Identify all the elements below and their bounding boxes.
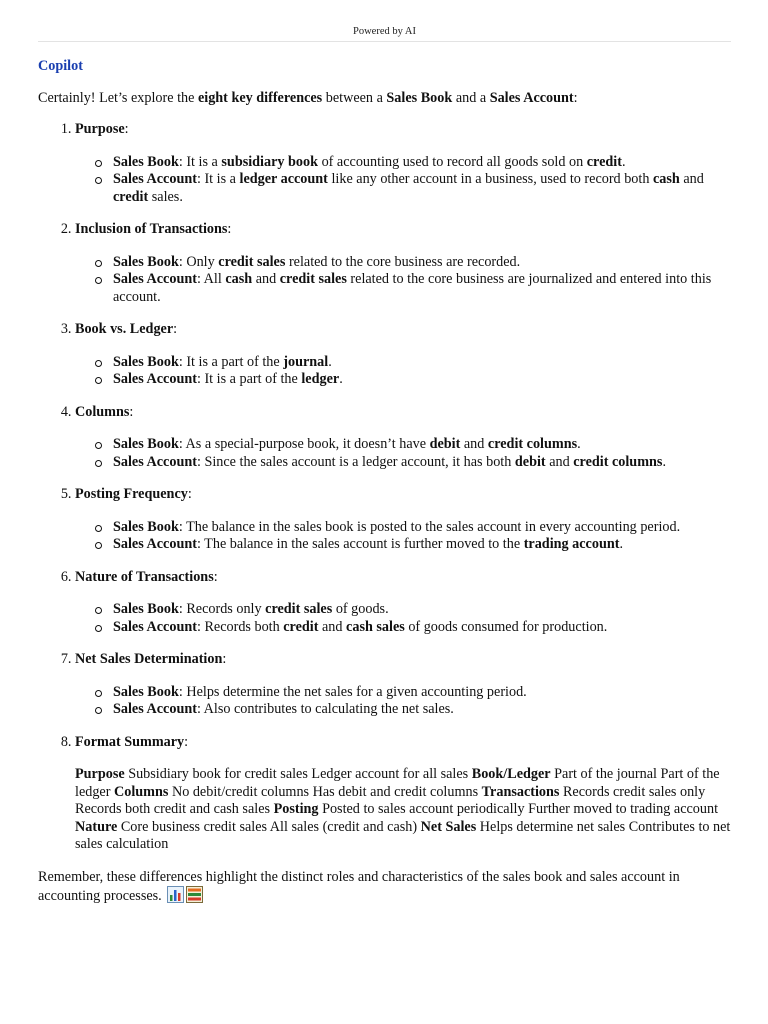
difference-item xyxy=(75,221,732,306)
bold-text: Sales Account xyxy=(113,536,197,552)
difference-title xyxy=(75,404,732,422)
text-run: . xyxy=(662,453,666,470)
comparison-points xyxy=(75,354,732,389)
bold-text: ledger xyxy=(301,371,340,387)
comparison-point xyxy=(113,436,732,454)
difference-item xyxy=(75,321,732,389)
text-run: . xyxy=(621,153,626,170)
comparison-point xyxy=(113,519,732,537)
difference-title-text: Format Summary xyxy=(75,733,185,750)
text-run: sales. xyxy=(148,188,183,205)
title-colon: : xyxy=(129,403,134,420)
title-colon: : xyxy=(187,486,192,502)
text-run: : Also contributes to calculating the net sales. xyxy=(196,701,454,717)
title-colon: : xyxy=(184,733,189,750)
bold-text: Sales Book xyxy=(113,353,179,370)
text-run: . xyxy=(577,436,581,452)
bold-text: Sales Book xyxy=(113,601,179,617)
comparison-point xyxy=(113,684,732,702)
bold-text: credit columns xyxy=(487,436,578,452)
brand-title: Copilot xyxy=(38,58,83,74)
bold-text: trading account xyxy=(523,536,620,552)
text-run: . xyxy=(339,371,343,387)
bold-text: credit xyxy=(283,618,319,635)
bold-text: subsidiary book xyxy=(221,153,319,170)
text-run: : As a special-purpose book, it doesn’t have xyxy=(178,436,430,452)
title-colon: : xyxy=(124,121,129,137)
response-content xyxy=(38,58,732,909)
bold-text: credit columns xyxy=(573,453,663,470)
intro-text: and a xyxy=(452,89,490,106)
comparison-point xyxy=(113,619,732,637)
bold-text: ledger account xyxy=(239,171,328,187)
text-run: : The balance in the sales account is further moved to the xyxy=(196,536,524,552)
text-run: Part of the journal Part of the ledger xyxy=(75,766,720,800)
ledger-icon xyxy=(186,886,203,909)
difference-item xyxy=(75,486,732,554)
bold-text: debit xyxy=(514,453,546,470)
bold-text: Sales Account xyxy=(113,271,197,287)
text-run: : Since the sales account is a ledger account, it has both xyxy=(196,453,515,470)
comparison-point xyxy=(113,254,732,272)
bold-text: Sales Book xyxy=(113,253,179,270)
bold-text: Sales Book xyxy=(113,153,179,170)
bold-text: Sales Account xyxy=(113,171,197,187)
text-run: and xyxy=(252,271,280,287)
bold-text: credit sales xyxy=(265,601,333,617)
bold-text: journal xyxy=(283,353,329,370)
bold-text: Sales Account xyxy=(113,453,197,470)
text-run: : It is a part of the xyxy=(196,371,302,387)
difference-title xyxy=(75,651,732,669)
bar-chart-icon xyxy=(167,886,184,909)
text-run: : Records only xyxy=(178,601,266,617)
comparison-point xyxy=(113,154,732,172)
text-run: Subsidiary book for credit sales Ledger account for all sales xyxy=(124,766,472,782)
text-run: : All xyxy=(196,271,226,287)
difference-title xyxy=(75,321,732,339)
difference-item xyxy=(75,569,732,637)
bold-text: Sales Account xyxy=(113,371,197,387)
text-run: and xyxy=(679,171,704,187)
bold-text: Purpose xyxy=(75,766,125,782)
bold-text: Transactions xyxy=(481,783,560,800)
difference-title-text: Nature of Transactions xyxy=(75,568,214,585)
text-run: like any other account in a business, used to record both xyxy=(327,171,653,187)
text-run: . xyxy=(619,536,623,552)
difference-item xyxy=(75,404,732,472)
bold-text: Net Sales xyxy=(420,818,477,835)
text-run: of accounting used to record all goods sold on xyxy=(318,153,587,170)
text-run: No debit/credit columns Has debit and credit columns xyxy=(168,783,482,800)
comparison-points xyxy=(75,519,732,554)
intro-bold: Sales Book xyxy=(386,89,453,106)
text-run: : Records both xyxy=(196,618,284,635)
difference-title-text: Inclusion of Transactions xyxy=(75,221,228,237)
bold-text: debit xyxy=(429,436,461,452)
text-run: : It is a xyxy=(196,171,240,187)
comparison-point xyxy=(113,354,732,372)
page-header: Powered by AI xyxy=(353,26,416,37)
bold-text: Book/Ledger xyxy=(471,766,551,782)
difference-title-text: Book vs. Ledger xyxy=(75,321,174,337)
comparison-point xyxy=(113,454,732,472)
intro-text: between a xyxy=(322,89,387,106)
difference-item xyxy=(75,651,732,719)
format-summary-paragraph xyxy=(75,766,732,854)
bold-text: Sales Book xyxy=(113,436,179,452)
title-colon: : xyxy=(173,321,178,337)
comparison-points xyxy=(75,436,732,471)
comparison-point xyxy=(113,271,732,306)
closing-text: Remember, these differences highlight the distinct roles and characteristics of the sales book and sales account in accounting processes. xyxy=(38,868,680,904)
text-run: related to the core business are recorded. xyxy=(285,253,521,270)
text-run: Core business credit sales All sales (credit and cash) xyxy=(117,818,421,835)
text-run: of goods consumed for production. xyxy=(404,618,608,635)
comparison-points xyxy=(75,154,732,207)
intro-bold: Sales Account xyxy=(489,89,574,106)
bold-text: credit xyxy=(586,153,622,170)
difference-title xyxy=(75,121,732,139)
bold-text: Sales Book xyxy=(113,683,179,700)
closing-paragraph xyxy=(38,869,732,909)
text-run: Helps determine net sales Contributes to net sales calculation xyxy=(75,818,731,852)
intro-paragraph xyxy=(38,90,732,108)
difference-title-text: Purpose xyxy=(75,121,125,137)
text-run: : It is a part of the xyxy=(178,353,284,370)
title-colon: : xyxy=(222,651,227,667)
difference-title xyxy=(75,221,732,239)
bold-text: Nature xyxy=(75,818,118,835)
difference-item xyxy=(75,121,732,206)
title-colon: : xyxy=(227,221,232,237)
difference-title xyxy=(75,734,732,752)
text-run: of goods. xyxy=(332,601,389,617)
comparison-points xyxy=(75,684,732,719)
text-run: : Only xyxy=(178,253,219,270)
intro-bold: eight key differences xyxy=(197,89,323,106)
difference-title xyxy=(75,486,732,504)
bold-text: Posting xyxy=(273,801,319,817)
difference-title-text: Columns xyxy=(75,403,130,420)
bold-text: Sales Book xyxy=(113,518,179,535)
text-run: related to the core business are journalized and entered into this account. xyxy=(113,271,712,305)
text-run: : It is a xyxy=(178,153,222,170)
bold-text: cash sales xyxy=(346,618,405,635)
differences-list xyxy=(38,121,732,854)
header-divider xyxy=(38,41,731,42)
difference-item xyxy=(75,734,732,854)
bold-text: credit sales xyxy=(279,271,347,287)
text-run: and xyxy=(318,618,347,635)
difference-title-text: Net Sales Determination xyxy=(75,651,223,667)
comparison-point xyxy=(113,601,732,619)
text-run: Posted to sales account periodically Further moved to trading account xyxy=(318,801,719,817)
bold-text: credit sales xyxy=(218,253,286,270)
bold-text: Sales Account xyxy=(113,701,197,717)
intro-text: : xyxy=(573,89,578,106)
title-colon: : xyxy=(213,568,218,585)
bold-text: cash xyxy=(652,171,680,187)
text-run: : Helps determine the net sales for a given accounting period. xyxy=(178,683,527,700)
bold-text: credit xyxy=(113,188,149,205)
comparison-points xyxy=(75,254,732,307)
comparison-point xyxy=(113,536,732,554)
bold-text: Columns xyxy=(114,783,169,800)
bold-text: cash xyxy=(225,271,253,287)
difference-title xyxy=(75,569,732,587)
comparison-point xyxy=(113,371,732,389)
comparison-point xyxy=(113,171,732,206)
comparison-points xyxy=(75,601,732,636)
bold-text: Sales Account xyxy=(113,618,197,635)
text-run: and xyxy=(460,436,488,452)
text-run: and xyxy=(545,453,574,470)
text-run: . xyxy=(328,353,332,370)
text-run: : The balance in the sales book is posted to the sales account in every accounting period. xyxy=(178,518,681,535)
comparison-point xyxy=(113,701,732,719)
difference-title-text: Posting Frequency xyxy=(75,486,188,502)
text-run: Records credit sales only Records both credit and cash sales xyxy=(75,783,706,817)
intro-text: Certainly! Let’s explore the xyxy=(38,89,198,106)
